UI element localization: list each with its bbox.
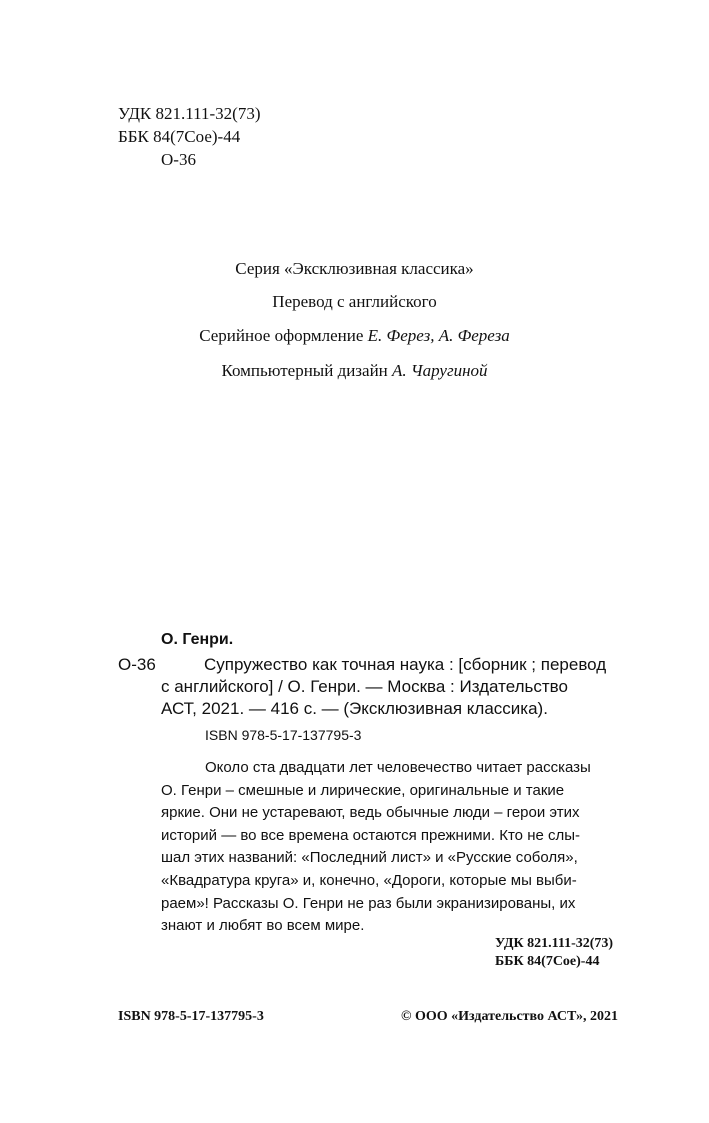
annotation: [161, 757, 633, 938]
computer-design-name: А. Чаругиной: [392, 361, 488, 380]
card-isbn: ISBN 978-5-17-137795-3: [205, 727, 362, 743]
card-description-line: АСТ, 2021. — 416 с. — (Эксклюзивная классика).: [161, 699, 548, 718]
series-design-label: Серийное оформление: [199, 326, 364, 345]
series-design-line: [0, 325, 709, 347]
annotation-line: Около ста двадцати лет человечество читает рассказы: [205, 759, 591, 776]
author-mark: О-36: [161, 150, 196, 169]
footer-copyright: © ООО «Издательство АСТ», 2021: [401, 1009, 619, 1024]
annotation-line: раем»! Рассказы О. Генри не раз были экранизированы, их: [161, 894, 576, 912]
udk-code: УДК 821.111-32(73): [118, 104, 261, 123]
card-description-line: с английского] / О. Генри. — Москва : Издательство: [161, 677, 568, 696]
series-line: Серия «Эксклюзивная классика»: [235, 259, 474, 278]
card-bbk: ББК 84(7Сое)-44: [495, 954, 600, 969]
annotation-line: яркие. Они не устаревают, ведь обычные люди – герои этих: [161, 804, 580, 822]
footer-isbn: ISBN 978-5-17-137795-3: [118, 1009, 264, 1024]
computer-design-label: Компьютерный дизайн: [221, 361, 388, 380]
card-mark: О-36: [118, 655, 156, 674]
card-author: О. Генри.: [161, 631, 234, 648]
annotation-line: «Квадратура круга» и, конечно, «Дороги, которые мы выби-: [161, 871, 577, 889]
card-description-line: Супружество как точная наука : [сборник ; перевод: [204, 655, 607, 674]
card-udk: УДК 821.111-32(73): [495, 936, 614, 951]
annotation-line: шал этих названий: «Последний лист» и «Русские соболя»,: [161, 849, 578, 867]
translation-line: Перевод с английского: [272, 292, 437, 311]
annotation-line: знают и любят во всем мире.: [161, 917, 365, 935]
series-design-names: Е. Ферез, А. Фереза: [367, 326, 510, 345]
annotation-line: О. Генри – смешные и лирические, оригинальные и такие: [161, 781, 565, 799]
bbk-code: ББК 84(7Сое)-44: [118, 127, 241, 146]
computer-design-line: [0, 360, 709, 382]
annotation-line: историй — во все времена остаются прежними. Кто не слы-: [161, 826, 581, 844]
